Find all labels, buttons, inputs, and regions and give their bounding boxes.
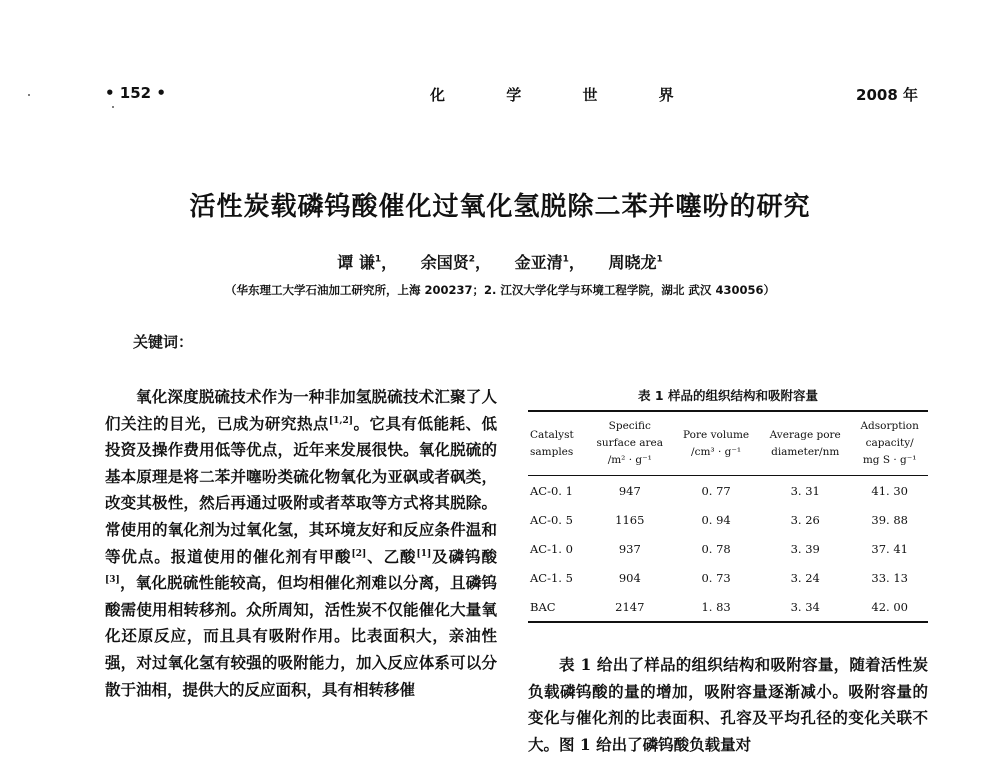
body-text-left-column: 氧化深度脱硫技术作为一种非加氢脱硫技术汇聚了人们关注的目光，已成为研究热点[1,2]。它具有低能耗、低投资及操作费用低等优点，近年来发展很快。氧化脱硫的基本原理是将二苯并噻吩类硫化物氧化为亚砜或者砜类，改变其极性，然后再通过吸附或者萃取等方式将其脱除。常使用的氧化剂为过氧化氢，其环境友好和反应条件温和等优点。报道使用的催化剂有甲酸[2]、乙酸[1]及磷钨酸[3]，氧化脱硫性能较高，但均相催化剂难以分离，且磷钨酸需使用相转移剂。众所周知，活性炭不仅能催化大量氧化还原反应，而且具有吸附作用。比表面积大，亲油性强，对过氧化氢有较强的吸附能力，加入反应体系可以分散于油相，提供大的反应面积，具有相转移催 xyxy=(105,387,497,699)
affiliation: （华东理工大学石油加工研究所，上海 200237；2. 江汉大学化学与环境工程学院，湖北 武汉 430056） xyxy=(225,283,775,297)
table-row: AC-0. 1 947 0. 77 3. 31 41. 30 xyxy=(530,483,908,498)
article-title: 活性炭载磷钨酸催化过氧化氢脱除二苯并噻吩的研究 xyxy=(189,192,811,222)
table-header-row xyxy=(528,411,928,476)
author: 谭 谦$^1$， xyxy=(337,253,398,272)
column-header: Catalyst samples xyxy=(528,411,587,476)
table-row: BAC 2147 1. 83 3. 34 42. 00 xyxy=(528,592,928,622)
column-header: Pore volume /cm³ · g⁻¹ xyxy=(673,411,759,476)
column-header: Adsorption capacity/ mg S · g⁻¹ xyxy=(851,411,928,476)
author: 周晓龙$^1$ xyxy=(608,253,663,272)
column-header: Average pore diameter/nm xyxy=(759,411,851,476)
table-row: AC-1. 5 904 0. 73 3. 24 33. 13 xyxy=(530,570,908,585)
scan-speck xyxy=(28,94,30,96)
citation: [2] xyxy=(351,548,367,559)
citation: [1] xyxy=(416,548,432,559)
author: 金亚清$^1$， xyxy=(514,253,585,272)
keywords-label: 关键词： xyxy=(133,333,194,351)
scan-speck xyxy=(112,106,114,108)
citation: [1,2] xyxy=(328,415,354,426)
column-header: Specific surface area /m² · g⁻¹ xyxy=(587,411,674,476)
author: 余国贤$^2$， xyxy=(420,253,491,272)
table-row: AC-0. 5 1165 0. 94 3. 26 39. 88 xyxy=(530,512,908,527)
publication-year: 2008 年 xyxy=(856,86,918,104)
journal-name: 化 学 世 界 xyxy=(430,86,702,104)
page-number: • 152 • xyxy=(105,84,166,102)
table-row: AC-1. 0 937 0. 78 3. 39 37. 41 xyxy=(530,541,908,556)
table-caption: 表 1 样品的组织结构和吸附容量 xyxy=(638,388,818,403)
author-list xyxy=(0,250,1000,273)
body-text-right-column: 表 1 给出了样品的组织结构和吸附容量，随着活性炭负载磷钨酸的量的增加，吸附容量逐渐减小。吸附容量的变化与催化剂的比表面积、孔容及平均孔径的变化关联不大。图 1 给出了磷钨酸负载量对 xyxy=(528,655,928,754)
data-table xyxy=(528,410,928,623)
citation: [3] xyxy=(105,575,120,585)
